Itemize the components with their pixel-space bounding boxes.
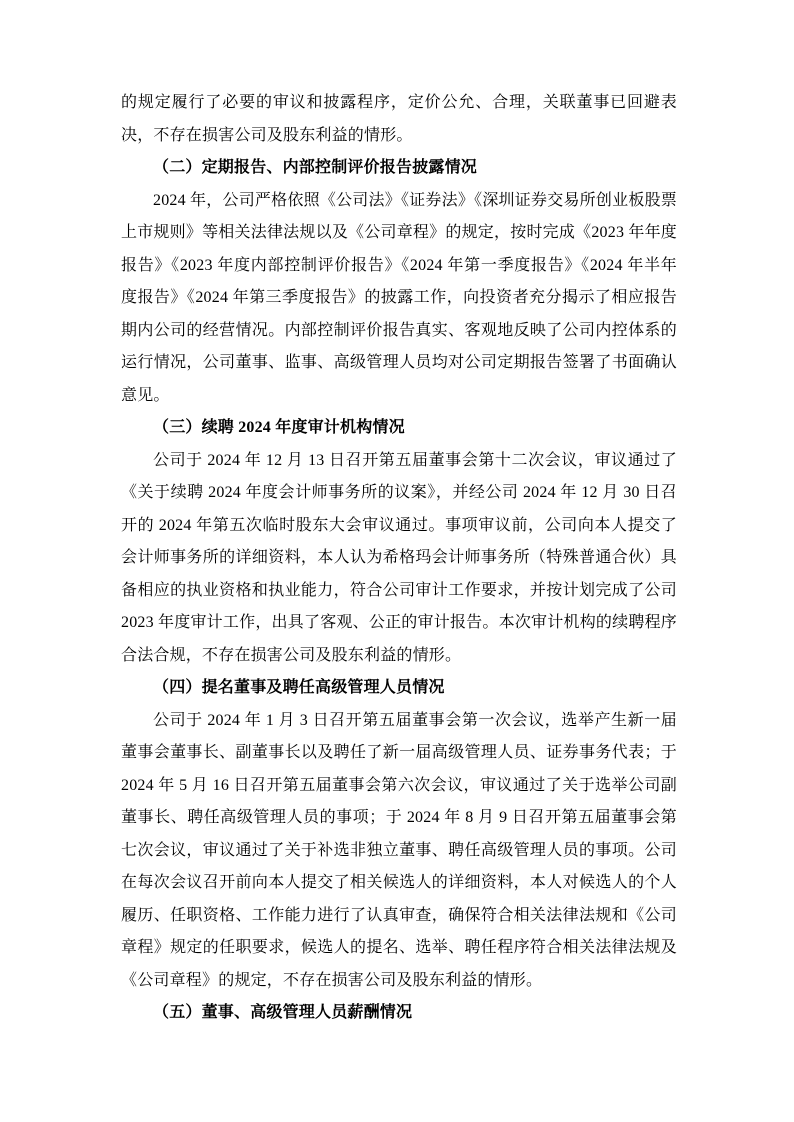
section-heading-compensation: （五）董事、高级管理人员薪酬情况 [153,1004,413,1021]
section-paragraph-director-nomination: 公司于 2024 年 1 月 3 日召开第五届董事会第一次会议，选举产生新一届董事会董事长、副董事长以及聘任了新一届高级管理人员、证券事务代表；于 2024 年 5 月 16 日召开第五届董事会第六次会议，审议通过了关于选举公司副董事长、聘任高级管理人员的事项；于 2024 年 8 月 9 日召开第五届董事会第七次会议，审议通过了关于补选非独立董事、聘任高级管理人员的事项。公司在每次会议召开前向本人提交了相关候选人的详细资料，本人对候选人的个人履历、任职资格、工作能力进行了认真审查，确保符合相关法律法规和《公司章程》规定的任职要求，候选人的提名、选举、聘任程序符合相关法律法规及《公司章程》的规定，不存在损害公司及股东利益的情形。 [121,711,677,989]
section-heading-director-nomination: （四）提名董事及聘任高级管理人员情况 [153,679,445,696]
section-heading-audit-institution: （三）续聘 2024 年度审计机构情况 [153,419,405,436]
section-heading-periodic-reports: （二）定期报告、内部控制评价报告披露情况 [153,159,478,176]
section-paragraph-audit-institution: 公司于 2024 年 12 月 13 日召开第五届董事会第十二次会议，审议通过了《关于续聘 2024 年度会计师事务所的议案》，并经公司 2024 年 12 月 30 日召开的 2024 年第五次临时股东大会审议通过。事项审议前，公司向本人提交了会计师事务所的详细资料，本人认为希格玛会计师事务所（特殊普通合伙）具备相应的执业资格和执业能力，符合公司审计工作要求，并按计划完成了公司 2023 年度审计工作，出具了客观、公正的审计报告。本次审计机构的续聘程序合法合规，不存在损害公司及股东利益的情形。 [121,451,677,664]
document-body [121,87,677,1030]
intro-continuation-paragraph: 的规定履行了必要的审议和披露程序，定价公允、合理，关联董事已回避表决，不存在损害公司及股东利益的情形。 [121,94,677,144]
section-paragraph-periodic-reports: 2024 年，公司严格依照《公司法》《证券法》《深圳证券交易所创业板股票上市规则》等相关法律法规以及《公司章程》的规定，按时完成《2023 年年度报告》《2023 年度内部控制评价报告》《2024 年第一季度报告》《2024 年半年度报告》《2024 年第三季度报告》的披露工作，向投资者充分揭示了相应报告期内公司的经营情况。内部控制评价报告真实、客观地反映了公司内控体系的运行情况，公司董事、监事、高级管理人员均对公司定期报告签署了书面确认意见。 [121,191,677,404]
